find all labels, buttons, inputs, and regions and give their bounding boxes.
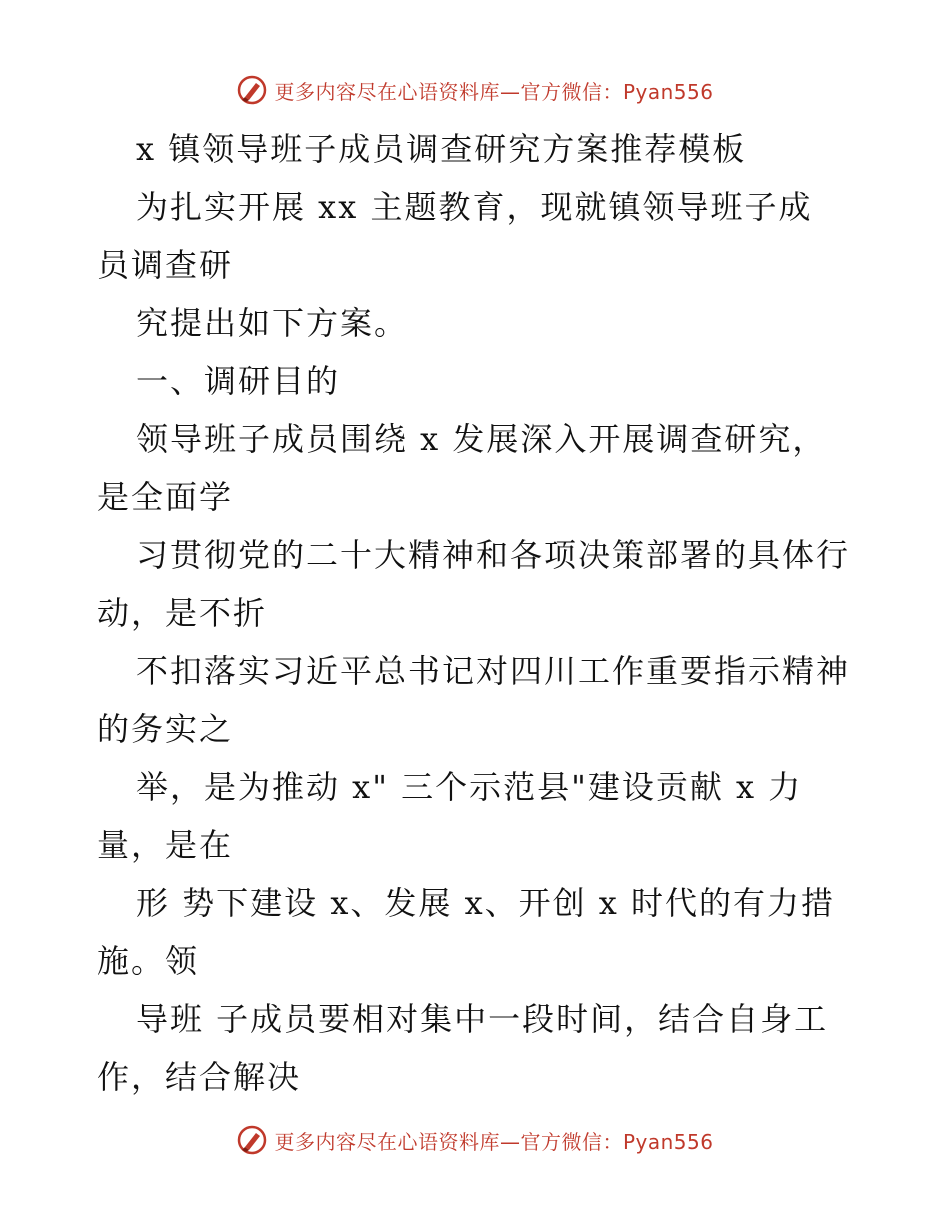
paragraph-line: 形 势下建设 x、发展 x、开创 x 时代的有力措 — [136, 884, 836, 922]
header-banner — [0, 70, 950, 110]
paragraph-line: 的务实之 — [97, 710, 234, 748]
paragraph-line: 作，结合解决 — [97, 1058, 302, 1096]
paragraph-line: 动，是不折 — [97, 594, 268, 632]
paragraph-line: 领导班子成员围绕 x 发展深入开展调查研究， — [136, 420, 827, 458]
footer-banner — [0, 1120, 950, 1160]
section-heading: 一、调研目的 — [136, 362, 341, 400]
paragraph-line: 为扎实开展 xx 主题教育，现就镇领导班子成 — [136, 188, 813, 226]
paragraph-line: 不扣落实习近平总书记对四川工作重要指示精神 — [136, 652, 851, 690]
paragraph-line: 究提出如下方案。 — [136, 304, 409, 342]
paragraph-line: 是全面学 — [97, 478, 234, 516]
document-title: x 镇领导班子成员调查研究方案推荐模板 — [136, 130, 747, 168]
paragraph-line: 习贯彻党的二十大精神和各项决策部署的具体行 — [136, 536, 851, 574]
header-banner-text: 更多内容尽在心语资料库—官方微信：Pyan556 — [274, 79, 714, 104]
paragraph-line: 员调查研 — [97, 246, 234, 284]
pen-logo-icon — [236, 74, 268, 106]
paragraph-line: 施。领 — [97, 942, 200, 980]
footer-banner-text: 更多内容尽在心语资料库—官方微信：Pyan556 — [274, 1129, 714, 1154]
paragraph-line: 导班 子成员要相对集中一段时间，结合自身工 — [136, 1000, 829, 1038]
paragraph-line: 量，是在 — [97, 826, 234, 864]
paragraph-line: 举，是为推动 x" 三个示范县"建设贡献 x 力 — [136, 768, 803, 806]
pen-logo-icon — [236, 1124, 268, 1156]
